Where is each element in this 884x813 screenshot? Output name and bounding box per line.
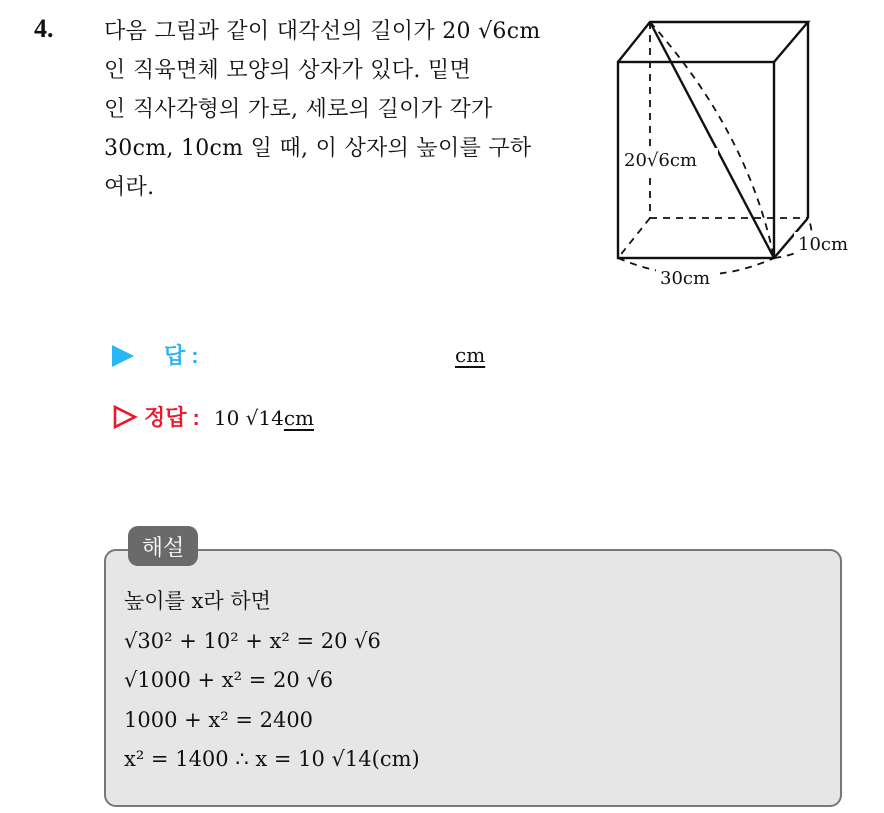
- question-text: [104, 12, 590, 207]
- question-line: 인 직육면체 모양의 상자가 있다. 밑면: [104, 58, 472, 83]
- depth-label: 10cm: [798, 234, 849, 255]
- question-line: 인 직사각형의 가로, 세로의 길이가 각가: [104, 97, 493, 122]
- solution-line: x² = 1400 ∴ x = 10 √14(cm): [124, 747, 420, 771]
- user-answer-row: [112, 339, 199, 370]
- correct-answer-value: 10 √14: [213, 406, 284, 430]
- question-line: 30cm, 10cm 일 때, 이 상자의 높이를 구하: [104, 136, 532, 161]
- diagonal-label: 20√6cm: [624, 150, 697, 171]
- question-number: 4.: [34, 14, 54, 43]
- solution-line: 1000 + x² = 2400: [124, 707, 314, 732]
- question-line: 다음 그림과 같이 대각선의 길이가 20 √6cm: [104, 19, 541, 44]
- solution-line: √30² + 10² + x² = 20 √6: [124, 628, 381, 653]
- solution-tag: 해설: [128, 526, 198, 566]
- cuboid-figure: [608, 12, 858, 292]
- hidden-edge-depth: [618, 218, 650, 258]
- answer-label: 답: [164, 343, 186, 368]
- cuboid-top-face: [618, 22, 808, 62]
- solution-line: 높이를 x라 하면: [124, 589, 271, 613]
- question-line: 여라.: [104, 175, 155, 200]
- correct-answer-colon: :: [192, 405, 200, 430]
- solution-line: √1000 + x² = 20 √6: [124, 668, 334, 692]
- space-diagonal: [650, 22, 774, 258]
- correct-answer-label: 정답: [144, 405, 187, 430]
- width-label: 30cm: [660, 268, 711, 289]
- answer-unit: cm: [455, 343, 486, 367]
- answer-colon: :: [191, 343, 199, 368]
- outline-arrow-icon: [112, 404, 138, 430]
- solution-content: [124, 582, 420, 780]
- correct-answer-row: [112, 399, 314, 432]
- correct-answer-unit: cm: [283, 406, 315, 430]
- play-arrow-icon: [112, 345, 134, 367]
